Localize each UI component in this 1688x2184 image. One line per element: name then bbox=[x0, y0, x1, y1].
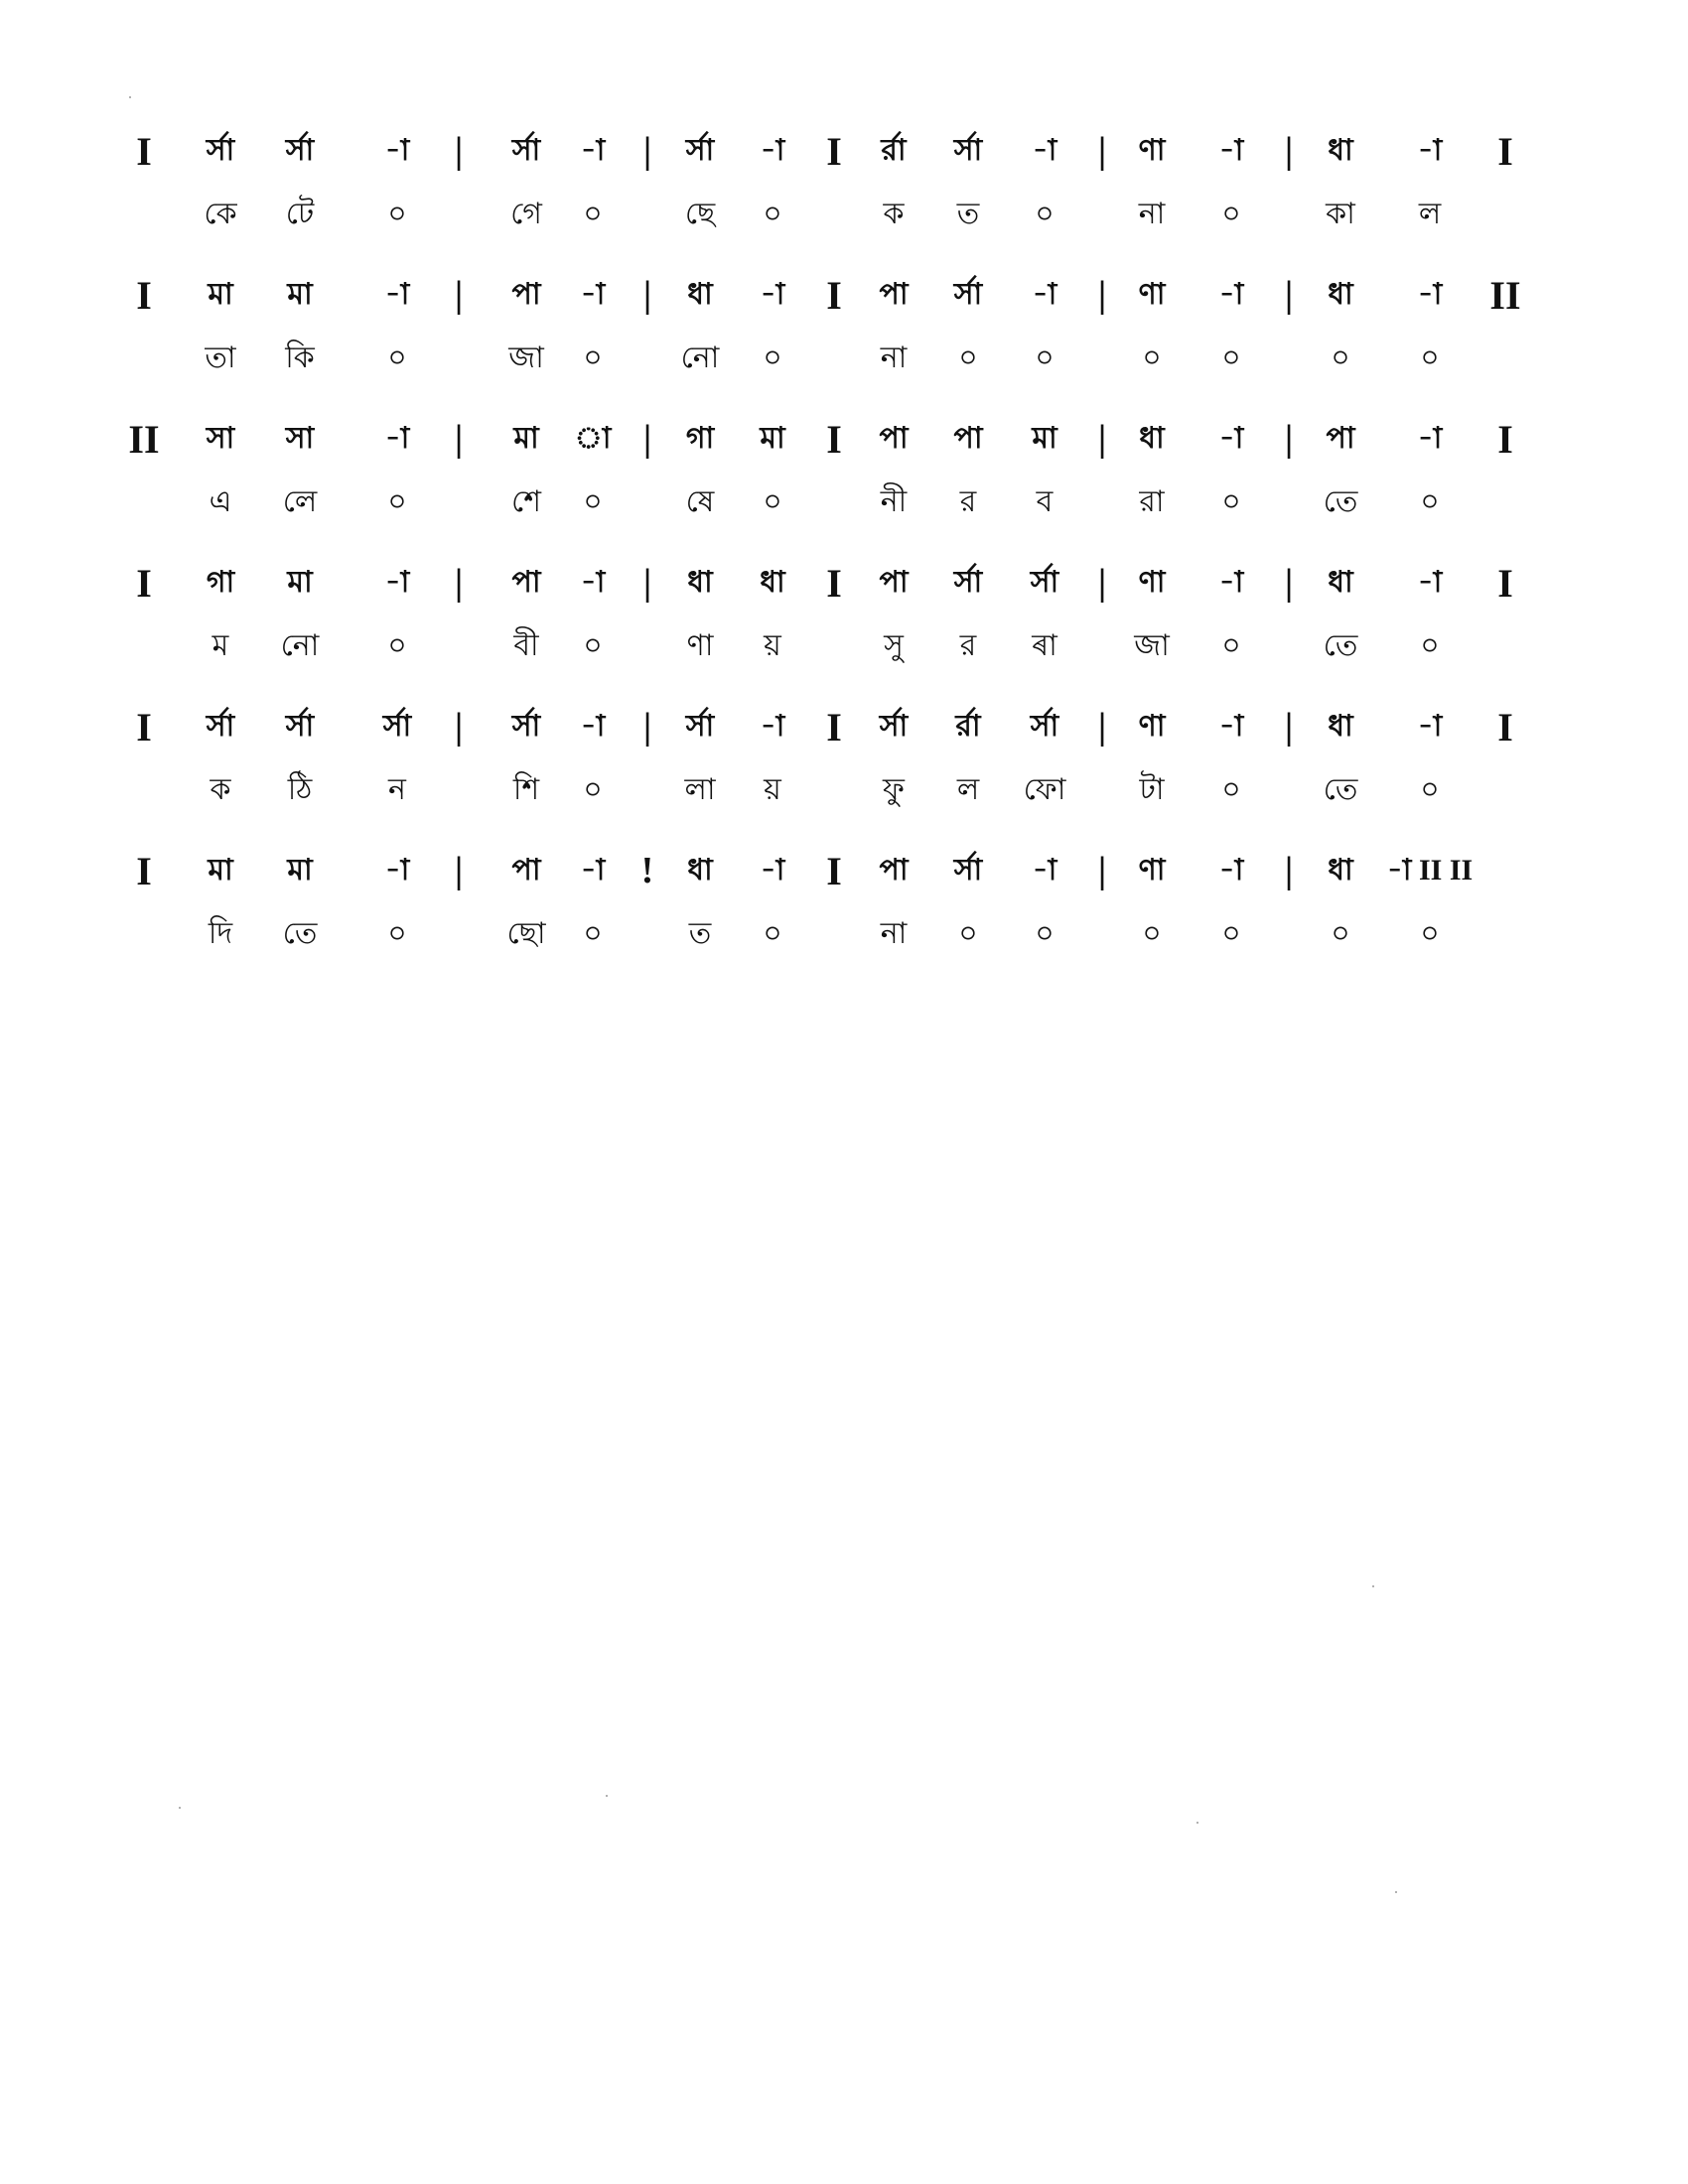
lyric-syllable: ষে bbox=[685, 484, 715, 519]
note: ধা bbox=[760, 565, 785, 600]
lyric-syllable: ০ bbox=[387, 628, 407, 663]
lyric-syllable: ০ bbox=[1331, 916, 1350, 951]
bar-marker: I bbox=[136, 561, 152, 606]
note: পা bbox=[879, 853, 909, 887]
lyric-syllable: ০ bbox=[1142, 916, 1162, 951]
lyric-syllable: ০ bbox=[387, 916, 407, 951]
note: মা bbox=[287, 277, 313, 312]
lyric-syllable: কি bbox=[285, 341, 315, 375]
lyric-syllable: সু bbox=[884, 628, 904, 663]
lyric-syllable: ০ bbox=[387, 197, 407, 231]
note: ণা bbox=[1138, 133, 1166, 168]
note: র্রা bbox=[955, 709, 981, 744]
lyric-syllable: ০ bbox=[387, 484, 407, 519]
lyric-syllable: ০ bbox=[583, 628, 603, 663]
note: মা bbox=[208, 853, 233, 887]
bar-marker: I bbox=[826, 417, 842, 462]
note: ধা bbox=[687, 277, 713, 312]
lyric-syllable: তে bbox=[1323, 484, 1358, 519]
note: ধা bbox=[1328, 709, 1353, 744]
bar-marker: I bbox=[826, 705, 842, 750]
lyric-syllable: ০ bbox=[1221, 197, 1241, 231]
beat-separator: | bbox=[454, 130, 464, 172]
lyric-syllable: ম bbox=[211, 628, 229, 663]
scan-speck bbox=[1395, 1891, 1397, 1893]
lyric-syllable: রা bbox=[1139, 484, 1165, 519]
note: া bbox=[574, 421, 612, 456]
lyric-syllable: ০ bbox=[1420, 484, 1440, 519]
beat-separator: | bbox=[454, 274, 464, 316]
note: র্সা bbox=[285, 133, 315, 168]
note: মা bbox=[287, 565, 313, 600]
beat-separator: | bbox=[1097, 850, 1107, 891]
note: র্সা bbox=[953, 133, 983, 168]
note: -া bbox=[1218, 421, 1244, 456]
note: -া bbox=[1417, 709, 1443, 744]
lyric-syllable: ০ bbox=[1420, 628, 1440, 663]
beat-separator: ! bbox=[640, 850, 654, 891]
beat-separator: | bbox=[454, 562, 464, 604]
beat-separator: | bbox=[1284, 418, 1294, 460]
note: র্সা bbox=[1030, 565, 1059, 600]
note: পা bbox=[953, 421, 983, 456]
note: র্সা bbox=[382, 709, 412, 744]
lyric-syllable: ০ bbox=[763, 197, 782, 231]
lyric-syllable: ফু bbox=[883, 772, 905, 807]
note: মা bbox=[208, 277, 233, 312]
note: র্সা bbox=[685, 709, 715, 744]
note: ণা bbox=[1138, 565, 1166, 600]
note: গা bbox=[685, 421, 715, 456]
lyric-syllable: ০ bbox=[1142, 341, 1162, 375]
lyric-syllable: শে bbox=[511, 484, 541, 519]
note: মা bbox=[1032, 421, 1057, 456]
note: ধা bbox=[687, 565, 713, 600]
lyric-syllable: শি bbox=[512, 772, 540, 807]
lyric-syllable: দি bbox=[208, 916, 233, 951]
bar-marker: I bbox=[1497, 129, 1513, 174]
scan-speck bbox=[1372, 1585, 1374, 1587]
beat-separator: | bbox=[1284, 562, 1294, 604]
lyric-syllable: না bbox=[880, 341, 908, 375]
lyric-syllable: র bbox=[959, 628, 977, 663]
bar-marker: I bbox=[136, 273, 152, 318]
note: মা bbox=[513, 421, 539, 456]
lyric-syllable: ল bbox=[956, 772, 980, 807]
note: -া bbox=[1417, 421, 1443, 456]
note: পা bbox=[879, 565, 909, 600]
beat-separator: | bbox=[454, 706, 464, 748]
note: -া bbox=[580, 709, 606, 744]
lyric-syllable: ০ bbox=[1221, 484, 1241, 519]
note: -া bbox=[760, 853, 785, 887]
beat-separator: | bbox=[1284, 130, 1294, 172]
lyric-syllable: ০ bbox=[583, 484, 603, 519]
note: -া bbox=[384, 565, 410, 600]
final-cadence: -া II II bbox=[1386, 854, 1474, 887]
bar-marker: II bbox=[1489, 273, 1521, 318]
note: ণা bbox=[1138, 277, 1166, 312]
lyric-syllable: ০ bbox=[1331, 341, 1350, 375]
note: র্সা bbox=[879, 709, 909, 744]
note: -া bbox=[384, 421, 410, 456]
beat-separator: | bbox=[1097, 274, 1107, 316]
note: -া bbox=[760, 133, 785, 168]
note: -া bbox=[580, 853, 606, 887]
note: -া bbox=[1032, 277, 1057, 312]
bar-marker: I bbox=[136, 705, 152, 750]
note: ণা bbox=[1138, 709, 1166, 744]
note: পা bbox=[511, 277, 541, 312]
note: ণা bbox=[1138, 853, 1166, 887]
lyric-syllable: র bbox=[959, 484, 977, 519]
note: -া bbox=[580, 565, 606, 600]
lyric-syllable: নো bbox=[280, 628, 320, 663]
bar-marker: I bbox=[1497, 417, 1513, 462]
lyric-syllable: ঠি bbox=[287, 772, 313, 807]
note: ধা bbox=[1328, 853, 1353, 887]
note: -া bbox=[760, 709, 785, 744]
lyric-syllable: তে bbox=[1323, 628, 1358, 663]
beat-separator: | bbox=[642, 706, 652, 748]
note: -া bbox=[1218, 133, 1244, 168]
lyric-syllable: ন bbox=[388, 772, 406, 807]
note: -া bbox=[1218, 709, 1244, 744]
note: -া bbox=[384, 277, 410, 312]
lyric-syllable: কা bbox=[1326, 197, 1355, 231]
note: -া bbox=[1032, 133, 1057, 168]
note: ধা bbox=[1139, 421, 1165, 456]
lyric-syllable: ছে bbox=[684, 197, 716, 231]
note: -া bbox=[1218, 853, 1244, 887]
note: র্সা bbox=[511, 133, 541, 168]
note: -া bbox=[1417, 565, 1443, 600]
lyric-syllable: ফো bbox=[1023, 772, 1066, 807]
bar-marker: II bbox=[128, 417, 160, 462]
note: র্সা bbox=[285, 709, 315, 744]
lyric-syllable: ০ bbox=[583, 772, 603, 807]
lyric-syllable: ০ bbox=[583, 916, 603, 951]
lyric-syllable: ০ bbox=[387, 341, 407, 375]
note: র্রা bbox=[881, 133, 907, 168]
lyric-syllable: ০ bbox=[1221, 916, 1241, 951]
beat-separator: | bbox=[454, 850, 464, 891]
lyric-syllable: ০ bbox=[1420, 341, 1440, 375]
lyric-syllable: ৰা bbox=[1032, 628, 1057, 663]
bar-marker: I bbox=[826, 561, 842, 606]
note: র্সা bbox=[953, 853, 983, 887]
lyric-syllable: ব bbox=[1036, 484, 1054, 519]
lyric-syllable: ল bbox=[1418, 197, 1442, 231]
lyric-syllable: কে bbox=[204, 197, 237, 231]
note: -া bbox=[1417, 277, 1443, 312]
note: ধা bbox=[687, 853, 713, 887]
note: র্সা bbox=[206, 709, 235, 744]
note: র্সা bbox=[953, 565, 983, 600]
lyric-syllable: না bbox=[880, 916, 908, 951]
lyric-syllable: ০ bbox=[1035, 916, 1055, 951]
beat-separator: | bbox=[642, 418, 652, 460]
lyric-syllable: লে bbox=[282, 484, 318, 519]
beat-separator: | bbox=[642, 562, 652, 604]
lyric-syllable: ০ bbox=[763, 484, 782, 519]
note: -া bbox=[1218, 565, 1244, 600]
lyric-syllable: ০ bbox=[1035, 197, 1055, 231]
lyric-syllable: ০ bbox=[958, 341, 978, 375]
beat-separator: | bbox=[1097, 418, 1107, 460]
bar-marker: I bbox=[826, 849, 842, 893]
beat-separator: | bbox=[642, 274, 652, 316]
note: -া bbox=[580, 277, 606, 312]
lyric-syllable: তে bbox=[1323, 772, 1358, 807]
note: -া bbox=[1218, 277, 1244, 312]
lyric-syllable: ০ bbox=[763, 341, 782, 375]
note: -া bbox=[384, 853, 410, 887]
lyric-syllable: ০ bbox=[1420, 772, 1440, 807]
scan-speck bbox=[179, 1807, 181, 1809]
lyric-syllable: ণা bbox=[686, 628, 714, 663]
scan-speck bbox=[606, 1795, 608, 1797]
bar-marker: I bbox=[826, 273, 842, 318]
lyric-syllable: না bbox=[1138, 197, 1166, 231]
lyric-syllable: ০ bbox=[583, 197, 603, 231]
beat-separator: | bbox=[1097, 706, 1107, 748]
note: -া bbox=[760, 277, 785, 312]
lyric-syllable: ছো bbox=[506, 916, 546, 951]
note: র্সা bbox=[511, 709, 541, 744]
note: পা bbox=[879, 421, 909, 456]
lyric-syllable: ০ bbox=[1035, 341, 1055, 375]
lyric-syllable: নী bbox=[880, 484, 908, 519]
lyric-syllable: ০ bbox=[1420, 916, 1440, 951]
beat-separator: | bbox=[642, 130, 652, 172]
lyric-syllable: টে bbox=[285, 197, 315, 231]
note: র্সা bbox=[685, 133, 715, 168]
note: পা bbox=[879, 277, 909, 312]
note: র্সা bbox=[1030, 709, 1059, 744]
lyric-syllable: গে bbox=[510, 197, 542, 231]
note: পা bbox=[1326, 421, 1355, 456]
note: -া bbox=[384, 133, 410, 168]
beat-separator: | bbox=[1097, 562, 1107, 604]
scan-speck bbox=[129, 96, 131, 98]
note: মা bbox=[287, 853, 313, 887]
lyric-syllable: ক bbox=[210, 772, 231, 807]
lyric-syllable: ০ bbox=[763, 916, 782, 951]
beat-separator: | bbox=[1284, 850, 1294, 891]
lyric-syllable: নো bbox=[680, 341, 720, 375]
bar-marker: I bbox=[1497, 705, 1513, 750]
lyric-syllable: য় bbox=[764, 628, 781, 663]
bar-marker: I bbox=[1497, 561, 1513, 606]
note: পা bbox=[511, 853, 541, 887]
lyric-syllable: জা bbox=[1134, 628, 1170, 663]
lyric-syllable: লা bbox=[684, 772, 716, 807]
note: মা bbox=[760, 421, 785, 456]
bar-marker: I bbox=[136, 849, 152, 893]
note: ধা bbox=[1328, 277, 1353, 312]
lyric-syllable: এ bbox=[209, 484, 232, 519]
lyric-syllable: তে bbox=[282, 916, 318, 951]
note: -া bbox=[1032, 853, 1057, 887]
beat-separator: | bbox=[454, 418, 464, 460]
lyric-syllable: তা bbox=[205, 341, 236, 375]
bar-marker: I bbox=[826, 129, 842, 174]
lyric-syllable: ক bbox=[883, 197, 905, 231]
lyric-syllable: ০ bbox=[583, 341, 603, 375]
lyric-syllable: য় bbox=[764, 772, 781, 807]
lyric-syllable: ০ bbox=[958, 916, 978, 951]
note: সা bbox=[285, 421, 315, 456]
note: -া bbox=[1417, 133, 1443, 168]
lyric-syllable: টা bbox=[1139, 772, 1165, 807]
lyric-syllable: ত bbox=[688, 916, 712, 951]
note: সা bbox=[206, 421, 235, 456]
bar-marker: I bbox=[136, 129, 152, 174]
beat-separator: | bbox=[1284, 706, 1294, 748]
scan-speck bbox=[1196, 1822, 1198, 1824]
note: গা bbox=[206, 565, 235, 600]
note: -া bbox=[580, 133, 606, 168]
beat-separator: | bbox=[1284, 274, 1294, 316]
note: র্সা bbox=[206, 133, 235, 168]
note: র্সা bbox=[953, 277, 983, 312]
lyric-syllable: জা bbox=[508, 341, 544, 375]
note: ধা bbox=[1328, 565, 1353, 600]
lyric-syllable: ০ bbox=[1221, 628, 1241, 663]
lyric-syllable: ০ bbox=[1221, 341, 1241, 375]
note: ধা bbox=[1328, 133, 1353, 168]
lyric-syllable: ০ bbox=[1221, 772, 1241, 807]
lyric-syllable: বী bbox=[513, 628, 539, 663]
note: পা bbox=[511, 565, 541, 600]
beat-separator: | bbox=[1097, 130, 1107, 172]
lyric-syllable: ত bbox=[956, 197, 980, 231]
